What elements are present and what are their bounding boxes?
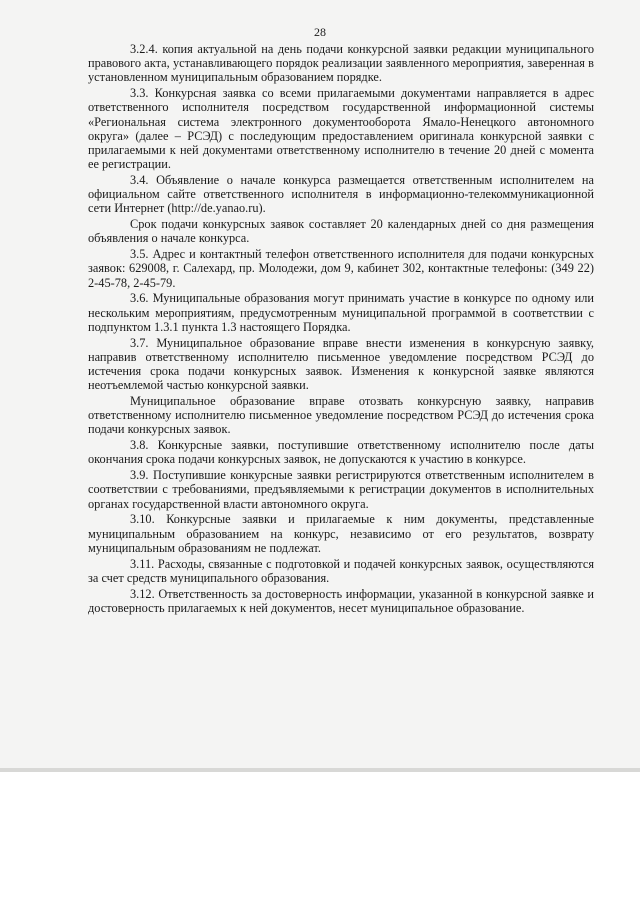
scan-bottom-edge: [0, 768, 640, 772]
paragraph-3-5: 3.5. Адрес и контактный телефон ответственного исполнителя для подачи конкурсных заявок: 629008, г. Салехард, пр. Молодежи, дом 9, кабинет 302, контактные телефоны: (349 22) 2-45-78, 2-45-79.: [88, 247, 594, 290]
paragraph-3-12: 3.12. Ответственность за достоверность информации, указанной в конкурсной заявке и достоверность прилагаемых к ней документов, несет муниципальное образование.: [88, 586, 594, 615]
paragraph-3-6: 3.6. Муниципальные образования могут принимать участие в конкурсе по одному или нескольким мероприятиям, предусмотренным муниципальной программой в соответствии с подпунктом 1.3.1 пункта 1.3 настоящего Порядка.: [88, 291, 594, 334]
paragraph-3-7: 3.7. Муниципальное образование вправе внести изменения в конкурсную заявку, направив ответственному исполнителю письменное уведомление посредством РСЭД до истечения срока подачи конкурсных заявок. Изменения к конкурсной заявке являются неотъемлемой частью конкурсной заявки.: [88, 335, 594, 393]
page-number: 28: [314, 25, 326, 39]
paragraph-3-2-4: 3.2.4. копия актуальной на день подачи конкурсной заявки редакции муниципального правового акта, устанавливающего порядок реализации заявленного мероприятия, заверенная в установленном муниципальным образованием порядке.: [88, 42, 594, 85]
document-body: [88, 42, 594, 617]
paragraph-3-7-withdraw: Муниципальное образование вправе отозвать конкурсную заявку, направив ответственному исполнителю письменное уведомление посредством РСЭД до истечения срока подачи конкурсных заявок.: [88, 394, 594, 437]
paragraph-3-4: 3.4. Объявление о начале конкурса размещается ответственным исполнителем на официальном сайте ответственного исполнителя в информационно-телекоммуникационной сети Интернет (http://de.yanao.ru).: [88, 173, 594, 216]
paragraph-3-4-term: Срок подачи конкурсных заявок составляет 20 календарных дней со дня размещения объявления о начале конкурса.: [88, 217, 594, 246]
paragraph-3-3: 3.3. Конкурсная заявка со всеми прилагаемыми документами направляется в адрес ответственного исполнителя посредством государственной информационной системы «Региональная система электронного документооборота Ямало-Ненецкого автономного округа» (далее – РСЭД) с последующим предоставлением оригинала конкурсной заявки с прилагаемыми к ней документами ответственному исполнителю в течение 20 дней с момента ее регистрации.: [88, 86, 594, 172]
paragraph-3-10: 3.10. Конкурсные заявки и прилагаемые к ним документы, представленные муниципальным образованием на конкурс, независимо от его результатов, возврату муниципальным образованиям не подлежат.: [88, 512, 594, 555]
paragraph-3-11: 3.11. Расходы, связанные с подготовкой и подачей конкурсных заявок, осуществляются за счет средств муниципального образования.: [88, 556, 594, 585]
paragraph-3-9: 3.9. Поступившие конкурсные заявки регистрируются ответственным исполнителем в соответствии с требованиями, предъявляемыми к регистрации документов в исполнительных органах государственной власти автономного округа.: [88, 468, 594, 511]
paragraph-3-8: 3.8. Конкурсные заявки, поступившие ответственному исполнителю после даты окончания срока подачи конкурсных заявок, не допускаются к участию в конкурсе.: [88, 438, 594, 467]
